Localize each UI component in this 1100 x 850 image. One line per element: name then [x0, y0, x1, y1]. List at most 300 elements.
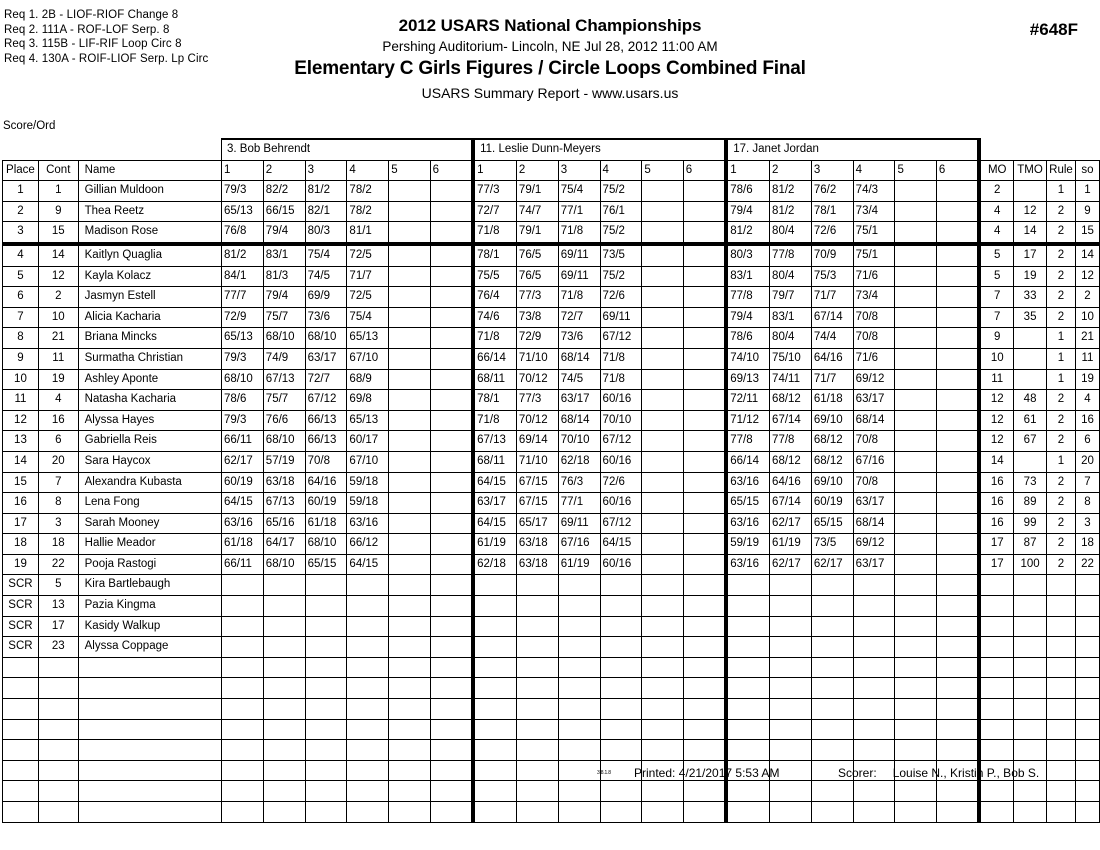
row-name: Pazia Kingma: [78, 596, 221, 617]
row-score-j3-f5: [895, 328, 936, 349]
row-score-j3-f4: 69/12: [853, 369, 895, 390]
row-score-j3-f2: 64/16: [770, 472, 812, 493]
table-row[interactable]: [3, 287, 1100, 308]
blank-so: [1075, 740, 1099, 761]
row-score-j3-f5: [895, 181, 936, 202]
row-score-j2-f4: 70/10: [600, 410, 642, 431]
table-row[interactable]: [3, 637, 1100, 658]
row-score-j3-f4: 69/12: [853, 534, 895, 555]
row-score-j1-f5: [389, 390, 430, 411]
blank-score: [305, 760, 347, 781]
blank-score: [389, 699, 430, 720]
row-so: 9: [1075, 201, 1099, 222]
column-header-figure-1-5: 5: [389, 160, 430, 181]
row-score-j2-f3: 76/3: [558, 472, 600, 493]
row-score-j3-f2: 62/17: [770, 513, 812, 534]
row-rule: [1047, 596, 1076, 617]
row-score-j1-f5: [389, 451, 430, 472]
blank-score: [811, 699, 853, 720]
table-row[interactable]: [3, 493, 1100, 514]
row-score-j3-f5: [895, 472, 936, 493]
row-score-j2-f6: [683, 369, 726, 390]
row-score-j1-f5: [389, 369, 430, 390]
blank-score: [726, 802, 769, 823]
row-score-j1-f4: [347, 575, 389, 596]
blank-name: [78, 699, 221, 720]
row-tmo: 89: [1014, 493, 1047, 514]
row-mo: 9: [979, 328, 1013, 349]
row-score-j2-f5: [642, 616, 683, 637]
table-row[interactable]: [3, 513, 1100, 534]
row-score-j1-f1: 65/13: [221, 328, 263, 349]
row-score-j2-f4: 75/2: [600, 181, 642, 202]
row-cont: 1: [38, 181, 78, 202]
blank-so: [1075, 781, 1099, 802]
blank-score: [389, 760, 430, 781]
row-place: 19: [3, 554, 39, 575]
column-header-figure-3-5: 5: [895, 160, 936, 181]
row-score-j3-f5: [895, 369, 936, 390]
blank-score: [936, 740, 979, 761]
row-so: 11: [1075, 348, 1099, 369]
table-row[interactable]: [3, 222, 1100, 244]
row-score-j2-f3: 68/14: [558, 410, 600, 431]
row-score-j3-f4: 63/17: [853, 390, 895, 411]
row-score-j2-f5: [642, 472, 683, 493]
row-score-j2-f3: 69/11: [558, 513, 600, 534]
blank-score: [642, 781, 683, 802]
row-score-j3-f1: 63/16: [726, 513, 769, 534]
row-score-j1-f1: 72/9: [221, 307, 263, 328]
blank-place: [3, 719, 39, 740]
row-score-j2-f4: 71/8: [600, 348, 642, 369]
row-score-j1-f5: [389, 181, 430, 202]
row-score-j1-f3: 75/4: [305, 244, 347, 266]
row-score-j1-f2: 67/13: [263, 369, 305, 390]
blank-score: [683, 781, 726, 802]
table-row[interactable]: [3, 348, 1100, 369]
blank-tmo: [1014, 699, 1047, 720]
row-score-j2-f4: 67/12: [600, 513, 642, 534]
row-place: 17: [3, 513, 39, 534]
row-score-j2-f3: 73/6: [558, 328, 600, 349]
row-score-j2-f4: 69/11: [600, 307, 642, 328]
row-score-j3-f6: [936, 369, 979, 390]
blank-score: [853, 719, 895, 740]
row-score-j2-f4: 64/15: [600, 534, 642, 555]
judge-header-2: 11. Leslie Dunn-Meyers: [473, 139, 726, 160]
row-name: Hallie Meador: [78, 534, 221, 555]
row-score-j1-f3: [305, 616, 347, 637]
row-score-j3-f5: [895, 534, 936, 555]
row-score-j2-f3: [558, 575, 600, 596]
row-cont: 3: [38, 513, 78, 534]
table-row[interactable]: [3, 472, 1100, 493]
row-score-j1-f6: [430, 534, 473, 555]
row-place: 2: [3, 201, 39, 222]
row-place: SCR: [3, 596, 39, 617]
blank-rule: [1047, 657, 1076, 678]
table-row[interactable]: [3, 266, 1100, 287]
blank-tmo: [1014, 678, 1047, 699]
row-score-j3-f6: [936, 472, 979, 493]
row-name: Madison Rose: [78, 222, 221, 244]
blank-cont: [38, 657, 78, 678]
row-score-j2-f5: [642, 328, 683, 349]
row-score-j2-f1: 64/15: [473, 513, 516, 534]
row-score-j2-f1: [473, 575, 516, 596]
row-score-j2-f5: [642, 222, 683, 244]
column-header-figure-1-4: 4: [347, 160, 389, 181]
row-score-j2-f4: [600, 575, 642, 596]
blank-score: [683, 740, 726, 761]
blank-so: [1075, 802, 1099, 823]
row-score-j3-f2: 83/1: [770, 307, 812, 328]
row-place: SCR: [3, 575, 39, 596]
row-score-j2-f5: [642, 369, 683, 390]
row-score-j2-f6: [683, 616, 726, 637]
row-score-j1-f4: 69/8: [347, 390, 389, 411]
row-rule: 2: [1047, 513, 1076, 534]
row-score-j3-f1: 69/13: [726, 369, 769, 390]
row-score-j2-f2: [516, 637, 558, 658]
row-cont: 13: [38, 596, 78, 617]
row-score-j3-f6: [936, 328, 979, 349]
row-score-j1-f3: 82/1: [305, 201, 347, 222]
table-row[interactable]: [3, 410, 1100, 431]
table-row[interactable]: [3, 369, 1100, 390]
blank-score: [936, 802, 979, 823]
table-row[interactable]: [3, 201, 1100, 222]
row-score-j1-f6: [430, 451, 473, 472]
row-tmo: 67: [1014, 431, 1047, 452]
row-score-j1-f1: [221, 637, 263, 658]
row-score-j1-f6: [430, 575, 473, 596]
row-score-j1-f3: 64/16: [305, 472, 347, 493]
row-place: 16: [3, 493, 39, 514]
row-score-j2-f2: 76/5: [516, 244, 558, 266]
blank-rule: [1047, 802, 1076, 823]
row-name: Sarah Mooney: [78, 513, 221, 534]
row-score-j2-f4: 60/16: [600, 451, 642, 472]
row-score-j2-f3: 71/8: [558, 287, 600, 308]
row-score-j3-f2: 68/12: [770, 390, 812, 411]
row-score-j1-f6: [430, 554, 473, 575]
row-tmo: [1014, 575, 1047, 596]
blank-score: [726, 740, 769, 761]
row-score-j1-f5: [389, 201, 430, 222]
row-score-j1-f4: 66/12: [347, 534, 389, 555]
row-rule: 2: [1047, 534, 1076, 555]
row-name: Ashley Aponte: [78, 369, 221, 390]
blank-score: [600, 678, 642, 699]
printed-timestamp: Printed: 4/21/2017 5:53 AM: [634, 766, 780, 780]
blank-tmo: [1014, 657, 1047, 678]
row-name: Alicia Kacharia: [78, 307, 221, 328]
judge-header-spacer: [3, 139, 222, 160]
row-place: 15: [3, 472, 39, 493]
row-score-j3-f2: 67/14: [770, 493, 812, 514]
table-row[interactable]: [3, 307, 1100, 328]
row-name: Thea Reetz: [78, 201, 221, 222]
row-score-j1-f1: 79/3: [221, 181, 263, 202]
row-score-j1-f3: [305, 596, 347, 617]
row-cont: 12: [38, 266, 78, 287]
row-place: SCR: [3, 637, 39, 658]
blank-score: [516, 802, 558, 823]
row-score-j2-f1: 78/1: [473, 390, 516, 411]
table-row[interactable]: [3, 575, 1100, 596]
row-score-j2-f1: 68/11: [473, 451, 516, 472]
row-place: 13: [3, 431, 39, 452]
blank-score: [770, 678, 812, 699]
row-score-j1-f4: 64/15: [347, 554, 389, 575]
blank-row: [3, 781, 1100, 802]
judge-header-3: 17. Janet Jordan: [726, 139, 979, 160]
row-tmo: 17: [1014, 244, 1047, 266]
row-score-j3-f2: [770, 637, 812, 658]
blank-score: [726, 657, 769, 678]
row-score-j2-f2: 63/18: [516, 554, 558, 575]
row-score-j3-f2: 80/4: [770, 266, 812, 287]
row-mo: [979, 596, 1013, 617]
row-score-j2-f6: [683, 534, 726, 555]
row-score-j3-f6: [936, 287, 979, 308]
row-score-j3-f1: 77/8: [726, 431, 769, 452]
row-score-j2-f6: [683, 266, 726, 287]
blank-score: [853, 699, 895, 720]
column-header-figure-2-5: 5: [642, 160, 683, 181]
blank-score: [263, 740, 305, 761]
row-score-j3-f3: 65/15: [811, 513, 853, 534]
table-row[interactable]: [3, 554, 1100, 575]
row-score-j3-f3: 71/7: [811, 369, 853, 390]
column-header-tmo: TMO: [1014, 160, 1047, 181]
row-score-j1-f5: [389, 266, 430, 287]
row-score-j2-f2: 67/15: [516, 493, 558, 514]
row-score-j2-f3: 62/18: [558, 451, 600, 472]
row-place: 5: [3, 266, 39, 287]
row-mo: 17: [979, 534, 1013, 555]
row-score-j3-f6: [936, 222, 979, 244]
row-score-j1-f3: 80/3: [305, 222, 347, 244]
blank-score: [642, 719, 683, 740]
blank-score: [895, 699, 936, 720]
blank-cont: [38, 802, 78, 823]
blank-rule: [1047, 699, 1076, 720]
row-score-j1-f4: 78/2: [347, 181, 389, 202]
row-score-j1-f3: 60/19: [305, 493, 347, 514]
row-score-j1-f4: 67/10: [347, 451, 389, 472]
blank-score: [430, 699, 473, 720]
table-row[interactable]: [3, 451, 1100, 472]
row-score-j2-f5: [642, 201, 683, 222]
row-cont: 19: [38, 369, 78, 390]
row-score-j3-f4: 63/17: [853, 493, 895, 514]
row-tmo: 12: [1014, 201, 1047, 222]
row-score-j3-f3: [811, 575, 853, 596]
blank-score: [430, 781, 473, 802]
row-score-j1-f1: 66/11: [221, 431, 263, 452]
row-score-j3-f1: 79/4: [726, 307, 769, 328]
row-score-j2-f3: [558, 637, 600, 658]
row-so: [1075, 616, 1099, 637]
blank-score: [558, 802, 600, 823]
row-score-j3-f6: [936, 181, 979, 202]
row-mo: 12: [979, 390, 1013, 411]
row-score-j2-f3: 75/4: [558, 181, 600, 202]
column-header-name: Name: [78, 160, 221, 181]
row-score-j1-f1: 79/3: [221, 410, 263, 431]
row-score-j2-f1: 61/19: [473, 534, 516, 555]
row-score-j3-f5: [895, 431, 936, 452]
row-cont: 8: [38, 493, 78, 514]
row-score-j1-f6: [430, 513, 473, 534]
row-score-j2-f2: [516, 616, 558, 637]
blank-score: [516, 699, 558, 720]
row-score-j2-f4: 73/5: [600, 244, 642, 266]
requirement-line: Req 4. 130A - ROIF-LIOF Serp. Lp Circ: [4, 52, 209, 65]
row-mo: 12: [979, 431, 1013, 452]
row-place: 4: [3, 244, 39, 266]
row-place: 9: [3, 348, 39, 369]
blank-so: [1075, 719, 1099, 740]
table-row[interactable]: [3, 244, 1100, 266]
row-score-j2-f5: [642, 575, 683, 596]
row-place: 11: [3, 390, 39, 411]
row-score-j3-f2: [770, 616, 812, 637]
table-row[interactable]: [3, 181, 1100, 202]
blank-score: [895, 657, 936, 678]
table-row[interactable]: [3, 390, 1100, 411]
requirement-line: Req 3. 115B - LIF-RIF Loop Circ 8: [4, 38, 182, 51]
row-cont: 4: [38, 390, 78, 411]
table-row[interactable]: [3, 534, 1100, 555]
row-so: 15: [1075, 222, 1099, 244]
event-title: Elementary C Girls Figures / Circle Loops Combined Final: [294, 58, 806, 79]
row-score-j1-f1: 64/15: [221, 493, 263, 514]
blank-score: [642, 657, 683, 678]
row-so: 7: [1075, 472, 1099, 493]
row-score-j3-f3: [811, 596, 853, 617]
blank-score: [516, 719, 558, 740]
blank-score: [895, 678, 936, 699]
blank-score: [770, 657, 812, 678]
row-score-j1-f2: 82/2: [263, 181, 305, 202]
column-header-figure-1-1: 1: [221, 160, 263, 181]
row-tmo: 99: [1014, 513, 1047, 534]
row-score-j2-f2: 70/12: [516, 410, 558, 431]
blank-score: [811, 802, 853, 823]
row-score-j1-f1: 79/3: [221, 348, 263, 369]
requirement-line: Req 2. 111A - ROF-LOF Serp. 8: [4, 23, 170, 36]
row-so: 10: [1075, 307, 1099, 328]
table-row[interactable]: [3, 431, 1100, 452]
table-row[interactable]: [3, 328, 1100, 349]
row-cont: 21: [38, 328, 78, 349]
row-rule: 2: [1047, 493, 1076, 514]
row-score-j2-f6: [683, 287, 726, 308]
row-score-j2-f3: 69/11: [558, 266, 600, 287]
row-score-j3-f3: 72/6: [811, 222, 853, 244]
blank-score: [305, 740, 347, 761]
row-score-j2-f6: [683, 431, 726, 452]
row-score-j1-f6: [430, 181, 473, 202]
row-score-j3-f2: 81/2: [770, 201, 812, 222]
row-score-j1-f4: 78/2: [347, 201, 389, 222]
blank-place: [3, 781, 39, 802]
row-score-j1-f1: 61/18: [221, 534, 263, 555]
blank-score: [221, 719, 263, 740]
row-score-j3-f5: [895, 348, 936, 369]
blank-score: [770, 699, 812, 720]
blank-tmo: [1014, 719, 1047, 740]
row-score-j3-f2: 67/14: [770, 410, 812, 431]
row-mo: [979, 575, 1013, 596]
blank-score: [263, 760, 305, 781]
row-so: 19: [1075, 369, 1099, 390]
blank-score: [221, 740, 263, 761]
blank-score: [221, 760, 263, 781]
blank-cont: [38, 781, 78, 802]
row-tmo: 35: [1014, 307, 1047, 328]
row-score-j3-f2: 74/11: [770, 369, 812, 390]
table-row[interactable]: [3, 596, 1100, 617]
row-score-j1-f5: [389, 575, 430, 596]
row-score-j1-f6: [430, 390, 473, 411]
row-rule: 1: [1047, 451, 1076, 472]
blank-score: [853, 781, 895, 802]
row-score-j3-f5: [895, 244, 936, 266]
row-so: 20: [1075, 451, 1099, 472]
requirement-line: Req 1. 2B - LIOF-RIOF Change 8: [4, 9, 179, 21]
row-rule: 1: [1047, 328, 1076, 349]
blank-score: [726, 699, 769, 720]
row-score-j2-f4: 71/8: [600, 369, 642, 390]
row-score-j1-f6: [430, 369, 473, 390]
table-row[interactable]: [3, 616, 1100, 637]
row-score-j2-f4: 60/16: [600, 493, 642, 514]
blank-score: [516, 781, 558, 802]
row-cont: 11: [38, 348, 78, 369]
blank-mo: [979, 699, 1013, 720]
row-score-j3-f3: 68/12: [811, 431, 853, 452]
row-score-j1-f6: [430, 201, 473, 222]
row-score-j1-f3: 74/5: [305, 266, 347, 287]
row-cont: 10: [38, 307, 78, 328]
row-mo: [979, 616, 1013, 637]
row-score-j2-f6: [683, 637, 726, 658]
row-score-j1-f2: 79/4: [263, 222, 305, 244]
blank-place: [3, 678, 39, 699]
row-score-j1-f5: [389, 348, 430, 369]
row-score-j1-f1: 68/10: [221, 369, 263, 390]
blank-tmo: [1014, 740, 1047, 761]
row-score-j2-f2: 73/8: [516, 307, 558, 328]
row-mo: 16: [979, 472, 1013, 493]
row-score-j3-f1: 66/14: [726, 451, 769, 472]
row-score-j3-f5: [895, 575, 936, 596]
blank-score: [305, 802, 347, 823]
row-score-j3-f1: 71/12: [726, 410, 769, 431]
row-tmo: 33: [1014, 287, 1047, 308]
row-score-j3-f2: 62/17: [770, 554, 812, 575]
row-score-j2-f6: [683, 472, 726, 493]
blank-score: [895, 802, 936, 823]
row-score-j3-f2: 68/12: [770, 451, 812, 472]
blank-score: [600, 802, 642, 823]
blank-cont: [38, 699, 78, 720]
